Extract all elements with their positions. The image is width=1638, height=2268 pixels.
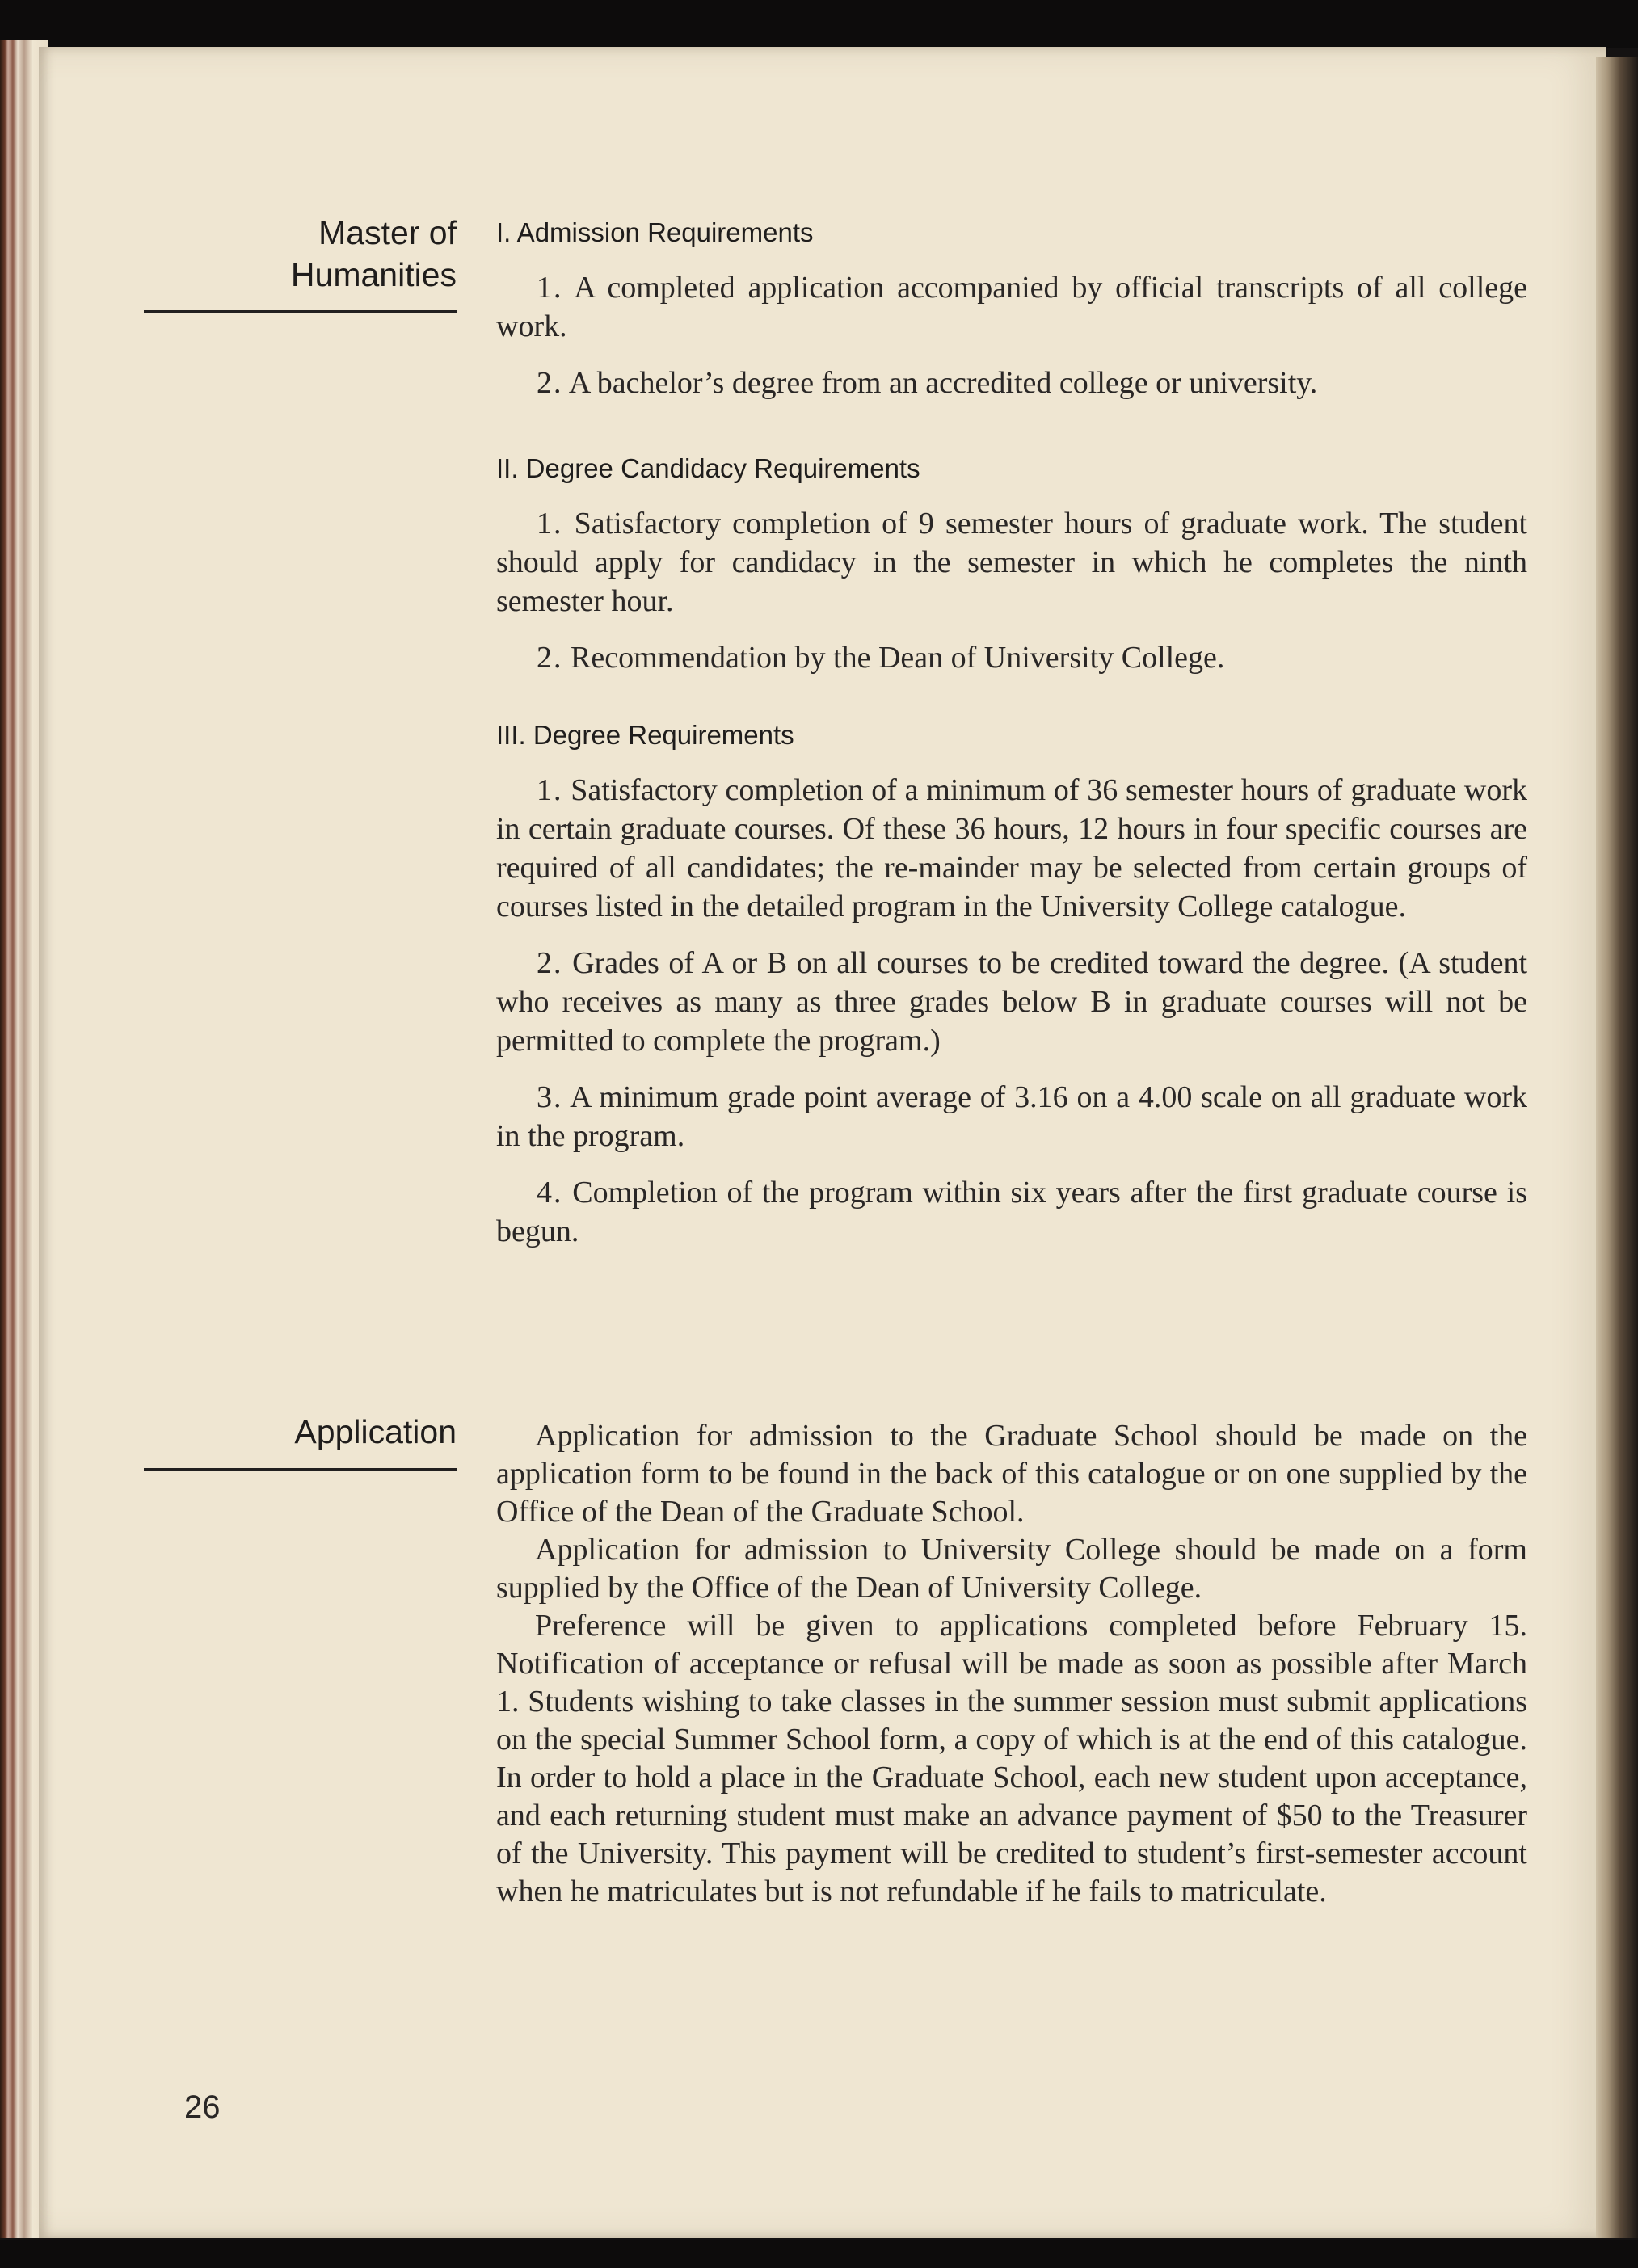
item-text: A bachelor’s degree from an accredited college or university. — [568, 366, 1318, 400]
section-admission — [496, 215, 1527, 420]
item-number: 2. — [537, 366, 563, 400]
item-text: Completion of the program within six years after the first graduate course is begun. — [496, 1176, 1527, 1248]
item-text: Recommendation by the Dean of University College. — [571, 641, 1225, 675]
page-right-edge — [1596, 57, 1638, 2238]
application-paragraph: Preference will be given to applications completed before February 15. Notification of acceptance or refusal will be made as soon as possible after March 1. Students wishing to take classes in the summer session must submit applications on the special Summer School form, a copy of which is at the end of this catalogue. In order to hold a place in the Graduate School, each new student upon acceptance, and each returning student must make an advance payment of $50 to the Treasurer of the University. This payment will be credited to student’s first-semester account when he matriculates but is not refundable if he fails to matriculate. — [496, 1609, 1527, 1908]
page-number: 26 — [184, 2089, 221, 2125]
section-heading: III. Degree Requirements — [496, 720, 794, 750]
sidebar-rule-application — [144, 1468, 457, 1471]
item-number: 4. — [537, 1176, 563, 1210]
section-application — [496, 1417, 1527, 1911]
section-degree — [496, 717, 1527, 1269]
item-text: A minimum grade point average of 3.16 on a 4.00 scale on all graduate work in the program. — [496, 1080, 1527, 1153]
item-number: 2. — [537, 641, 563, 675]
section-heading: I. Admission Requirements — [496, 217, 814, 247]
item-text: Satisfactory completion of 9 semester hours of graduate work. The student should apply for candidacy in the semester in which he completes the ninth semester hour. — [496, 507, 1528, 618]
item-number: 3. — [537, 1080, 563, 1114]
application-paragraph: Application for admission to University College should be made on a form supplied by the Office of the Dean of University College. — [496, 1533, 1527, 1605]
sidebar-heading-application: Application — [294, 1413, 457, 1450]
section-heading: II. Degree Candidacy Requirements — [496, 453, 920, 483]
item-text: Grades of A or B on all courses to be credited toward the degree. (A student who receives as many as three grades below B in graduate courses will not be permitted to complete the program.) — [496, 946, 1528, 1058]
list-item — [496, 504, 1527, 621]
list-item — [496, 638, 1527, 677]
application-paragraph: Application for admission to the Graduate School should be made on the application form to be found in the back of this catalogue or on one supplied by the Office of the Dean of the Graduate School. — [496, 1419, 1527, 1529]
section-candidacy — [496, 451, 1527, 695]
item-number: 1. — [537, 773, 563, 807]
list-item — [496, 944, 1527, 1060]
list-item — [496, 268, 1527, 346]
sidebar-heading-master-line1: Master of — [318, 214, 457, 251]
item-text: A completed application accompanied by official transcripts of all college work. — [496, 271, 1528, 343]
sidebar-rule-master — [144, 310, 457, 313]
item-number: 1. — [537, 507, 563, 541]
list-item — [496, 1078, 1527, 1155]
sidebar-heading-master-line2: Humanities — [290, 256, 457, 293]
item-text: Satisfactory completion of a minimum of 36 semester hours of graduate work in certain graduate courses. Of these 36 hours, 12 hours in four specific courses are required of all candidates; the re-mainder may be selected from certain groups of courses listed in the detailed program in the University College catalogue. — [496, 773, 1527, 924]
list-item — [496, 1173, 1527, 1251]
bottom-border — [0, 2240, 1638, 2268]
sidebar-heading-master — [291, 212, 457, 296]
top-border — [0, 0, 1638, 48]
item-number: 2. — [537, 946, 563, 980]
item-number: 1. — [537, 271, 563, 305]
list-item — [496, 364, 1527, 402]
list-item — [496, 771, 1527, 926]
